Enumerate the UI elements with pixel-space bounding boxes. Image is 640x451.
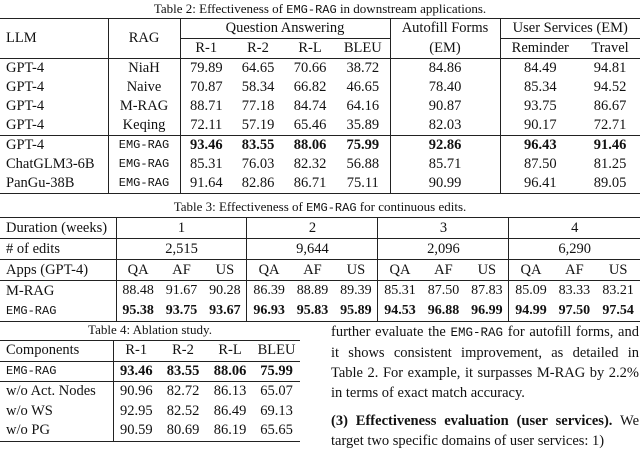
cell-app: US bbox=[465, 260, 509, 281]
table-row bbox=[0, 361, 300, 382]
cell-value: 38.72 bbox=[336, 59, 390, 79]
cell-edits-label: # of edits bbox=[0, 239, 116, 260]
cell-value: 83.21 bbox=[596, 281, 640, 302]
table-row bbox=[0, 402, 300, 422]
cell-week-label: Duration (weeks) bbox=[0, 218, 116, 239]
cell-value: 85.31 bbox=[189, 156, 223, 172]
cell-value: 94.99 bbox=[509, 301, 553, 322]
cell-value: 85.31 bbox=[378, 281, 422, 302]
cell-value: 84.49 bbox=[500, 59, 580, 79]
cell-app: US bbox=[203, 260, 247, 281]
table-row bbox=[0, 218, 640, 239]
cell-value: 64.16 bbox=[336, 97, 390, 116]
cell-value: 88.48 bbox=[116, 281, 160, 302]
text: We target two specific domains of user services: 1) bbox=[331, 413, 640, 449]
header-reminder: Reminder bbox=[511, 40, 569, 56]
cell-value: 88.06 bbox=[207, 361, 253, 382]
table-row bbox=[0, 97, 640, 116]
header-question-answering: Question Answering bbox=[180, 19, 390, 39]
cell-rag: NiaH bbox=[108, 59, 180, 79]
header-cell: R-1 bbox=[113, 341, 159, 362]
caption-text: Table 3: Effectiveness of bbox=[173, 199, 307, 214]
cell-edits: 6,290 bbox=[509, 239, 640, 260]
cell-value: 91.46 bbox=[580, 136, 640, 156]
cell-value: 64.65 bbox=[232, 59, 284, 79]
table-row bbox=[0, 136, 640, 156]
table-row bbox=[0, 301, 640, 322]
cell-value: 96.43 bbox=[500, 136, 580, 156]
cell-value: 87.83 bbox=[465, 281, 509, 302]
cell-value: 97.50 bbox=[553, 301, 597, 322]
cell-value: 84.86 bbox=[390, 59, 500, 79]
table-row bbox=[0, 239, 640, 260]
text: further evaluate the bbox=[331, 324, 451, 340]
cell-week: 1 bbox=[116, 218, 247, 239]
header-travel: Travel bbox=[591, 40, 629, 56]
caption-text: for continuous edits. bbox=[356, 199, 467, 214]
cell-value: 95.83 bbox=[291, 301, 335, 322]
cell-edits: 2,096 bbox=[378, 239, 509, 260]
cell-value: 95.38 bbox=[116, 301, 160, 322]
cell-app: AF bbox=[160, 260, 204, 281]
paragraph-autofill bbox=[331, 322, 639, 403]
cell-value: 94.81 bbox=[580, 59, 640, 79]
table-header-row bbox=[0, 341, 300, 362]
table-row bbox=[0, 59, 640, 79]
cell-value: 46.65 bbox=[336, 78, 390, 97]
cell-value: 96.41 bbox=[500, 174, 580, 194]
cell-value: 87.50 bbox=[523, 156, 557, 172]
cell-value: 83.55 bbox=[232, 136, 284, 156]
cell-value: 58.34 bbox=[241, 79, 275, 95]
cell-value: 93.46 bbox=[113, 361, 159, 382]
section-heading: (3) Effectiveness evaluation (user services). bbox=[331, 413, 613, 429]
cell-llm: GPT-4 bbox=[0, 59, 108, 79]
header-user-services: User Services (EM) bbox=[500, 19, 640, 39]
table-row bbox=[0, 155, 640, 174]
cell-value: 83.33 bbox=[553, 281, 597, 302]
cell-value: 72.11 bbox=[190, 117, 223, 133]
cell-llm: GPT-4 bbox=[0, 97, 108, 116]
cell-value: 91.64 bbox=[180, 174, 232, 194]
cell-app: QA bbox=[247, 260, 291, 281]
header-autofill-em: (EM) bbox=[390, 39, 500, 59]
cell-value: 86.13 bbox=[207, 382, 253, 402]
cell-value: 94.53 bbox=[378, 301, 422, 322]
cell-llm: PanGu-38B bbox=[0, 174, 108, 194]
caption-method: EMG-RAG bbox=[286, 3, 337, 17]
table2-downstream-applications bbox=[0, 18, 640, 194]
cell-value: 87.50 bbox=[422, 281, 466, 302]
cell-value: 93.75 bbox=[523, 98, 557, 114]
cell-app: US bbox=[596, 260, 640, 281]
cell-value: 90.99 bbox=[390, 174, 500, 194]
table2-caption bbox=[0, 1, 640, 17]
cell-value: 56.88 bbox=[336, 155, 390, 174]
cell-edits: 2,515 bbox=[116, 239, 247, 260]
cell-value: 86.39 bbox=[247, 281, 291, 302]
cell-component: w/o WS bbox=[0, 402, 113, 422]
cell-value: 66.82 bbox=[293, 79, 327, 95]
header-autofill-forms: Autofill Forms bbox=[390, 19, 500, 39]
table-row bbox=[0, 116, 640, 136]
cell-rag: EMG-RAG bbox=[108, 155, 180, 174]
cell-value: 92.95 bbox=[119, 402, 153, 419]
cell-value: 82.86 bbox=[232, 174, 284, 194]
table-row bbox=[0, 281, 640, 302]
cell-value: 92.86 bbox=[390, 136, 500, 156]
body-text bbox=[331, 322, 639, 451]
cell-value: 82.03 bbox=[390, 116, 500, 136]
cell-value: 80.69 bbox=[159, 421, 207, 441]
table-row bbox=[0, 78, 640, 97]
cell-week: 4 bbox=[509, 218, 640, 239]
cell-value: 65.07 bbox=[253, 382, 300, 402]
cell-app: QA bbox=[509, 260, 553, 281]
cell-value: 82.32 bbox=[293, 156, 327, 172]
cell-value: 88.06 bbox=[284, 136, 336, 156]
cell-app: QA bbox=[116, 260, 160, 281]
method-name: EMG-RAG bbox=[450, 326, 504, 340]
cell-value: 75.99 bbox=[336, 136, 390, 156]
cell-value: 93.67 bbox=[203, 301, 247, 322]
cell-rag: EMG-RAG bbox=[108, 136, 180, 156]
header-r1: R-1 bbox=[195, 40, 218, 56]
cell-edits: 9,644 bbox=[247, 239, 378, 260]
cell-value: 91.67 bbox=[160, 281, 204, 302]
cell-rag: EMG-RAG bbox=[108, 174, 180, 194]
header-cell: R-L bbox=[207, 341, 253, 362]
header-cell: Components bbox=[0, 341, 113, 362]
header-rl: R-L bbox=[298, 40, 322, 56]
cell-value: 77.18 bbox=[241, 98, 275, 114]
cell-rag: Keqing bbox=[108, 116, 180, 136]
cell-value: 90.87 bbox=[390, 97, 500, 116]
cell-value: 86.49 bbox=[213, 402, 247, 419]
cell-value: 83.55 bbox=[159, 361, 207, 382]
cell-value: 82.72 bbox=[159, 382, 207, 402]
cell-value: 90.59 bbox=[113, 421, 159, 441]
cell-app: AF bbox=[422, 260, 466, 281]
cell-value: 57.19 bbox=[241, 117, 275, 133]
cell-value: 78.40 bbox=[390, 78, 500, 97]
cell-app: AF bbox=[553, 260, 597, 281]
cell-value: 82.52 bbox=[166, 402, 200, 419]
cell-value: 65.46 bbox=[293, 117, 327, 133]
cell-value: 85.09 bbox=[509, 281, 553, 302]
cell-value: 75.99 bbox=[253, 361, 300, 382]
table4-caption: Table 4: Ablation study. bbox=[88, 322, 212, 337]
cell-value: 94.52 bbox=[593, 79, 627, 95]
cell-rag: Naive bbox=[108, 78, 180, 97]
cell-value: 89.39 bbox=[334, 281, 378, 302]
cell-app: QA bbox=[378, 260, 422, 281]
table-row bbox=[0, 174, 640, 194]
cell-value: 85.34 bbox=[523, 79, 557, 95]
cell-value: 88.71 bbox=[189, 98, 223, 114]
cell-value: 96.93 bbox=[247, 301, 291, 322]
cell-value: 96.88 bbox=[422, 301, 466, 322]
cell-value: 93.75 bbox=[160, 301, 204, 322]
cell-value: 76.03 bbox=[241, 156, 275, 172]
cell-apps-label: Apps (GPT-4) bbox=[0, 260, 116, 281]
table-row bbox=[0, 382, 300, 402]
cell-component: w/o Act. Nodes bbox=[0, 382, 113, 402]
table4-ablation-study bbox=[0, 340, 300, 442]
cell-value: 88.89 bbox=[291, 281, 335, 302]
cell-value: 79.89 bbox=[180, 59, 232, 79]
caption-method: EMG-RAG bbox=[306, 201, 357, 215]
cell-value: 70.87 bbox=[189, 79, 223, 95]
cell-value: 90.17 bbox=[523, 117, 557, 133]
cell-llm: GPT-4 bbox=[0, 116, 108, 136]
cell-value: 69.13 bbox=[260, 402, 293, 419]
cell-method: EMG-RAG bbox=[0, 301, 116, 322]
cell-value: 95.89 bbox=[334, 301, 378, 322]
cell-value: 72.71 bbox=[593, 117, 627, 133]
cell-llm: GPT-4 bbox=[0, 136, 108, 156]
cell-component: w/o PG bbox=[0, 421, 113, 441]
caption-text: Table 2: Effectiveness of bbox=[153, 1, 287, 16]
cell-value: 65.65 bbox=[253, 421, 300, 441]
cell-week: 2 bbox=[247, 218, 378, 239]
cell-llm: ChatGLM3-6B bbox=[0, 155, 108, 174]
cell-rag: M-RAG bbox=[108, 97, 180, 116]
table-row bbox=[0, 260, 640, 281]
cell-value: 35.89 bbox=[336, 116, 390, 136]
cell-value: 90.96 bbox=[113, 382, 159, 402]
cell-value: 86.19 bbox=[207, 421, 253, 441]
cell-value: 97.54 bbox=[596, 301, 640, 322]
cell-value: 85.71 bbox=[390, 155, 500, 174]
cell-value: 90.28 bbox=[203, 281, 247, 302]
header-cell: BLEU bbox=[253, 341, 300, 362]
header-llm: LLM bbox=[0, 19, 108, 59]
table3-caption bbox=[0, 199, 640, 215]
cell-value: 81.25 bbox=[593, 156, 627, 172]
cell-component: EMG-RAG bbox=[0, 361, 113, 382]
header-rag: RAG bbox=[108, 19, 180, 59]
paragraph-user-services bbox=[331, 411, 639, 451]
cell-week: 3 bbox=[378, 218, 509, 239]
cell-value: 75.11 bbox=[336, 174, 390, 194]
cell-value: 86.71 bbox=[284, 174, 336, 194]
cell-value: 86.67 bbox=[593, 98, 627, 114]
table-row bbox=[0, 421, 300, 441]
cell-value: 84.74 bbox=[293, 98, 327, 114]
header-cell: R-2 bbox=[159, 341, 207, 362]
cell-app: AF bbox=[291, 260, 335, 281]
text: for autofill forms, and it shows consistent improvement, as detailed in Table 2. For example, it surpasses M-RAG by 2.2% in terms of exact match accuracy. bbox=[331, 324, 639, 401]
cell-llm: GPT-4 bbox=[0, 78, 108, 97]
cell-app: US bbox=[334, 260, 378, 281]
table3-continuous-edits bbox=[0, 217, 640, 322]
cell-value: 93.46 bbox=[180, 136, 232, 156]
cell-value: 70.66 bbox=[284, 59, 336, 79]
cell-method: M-RAG bbox=[0, 281, 116, 302]
caption-text: in downstream applications. bbox=[336, 1, 487, 16]
cell-value: 89.05 bbox=[580, 174, 640, 194]
header-bleu: BLEU bbox=[336, 39, 390, 59]
cell-value: 96.99 bbox=[465, 301, 509, 322]
header-r2: R-2 bbox=[247, 40, 269, 56]
